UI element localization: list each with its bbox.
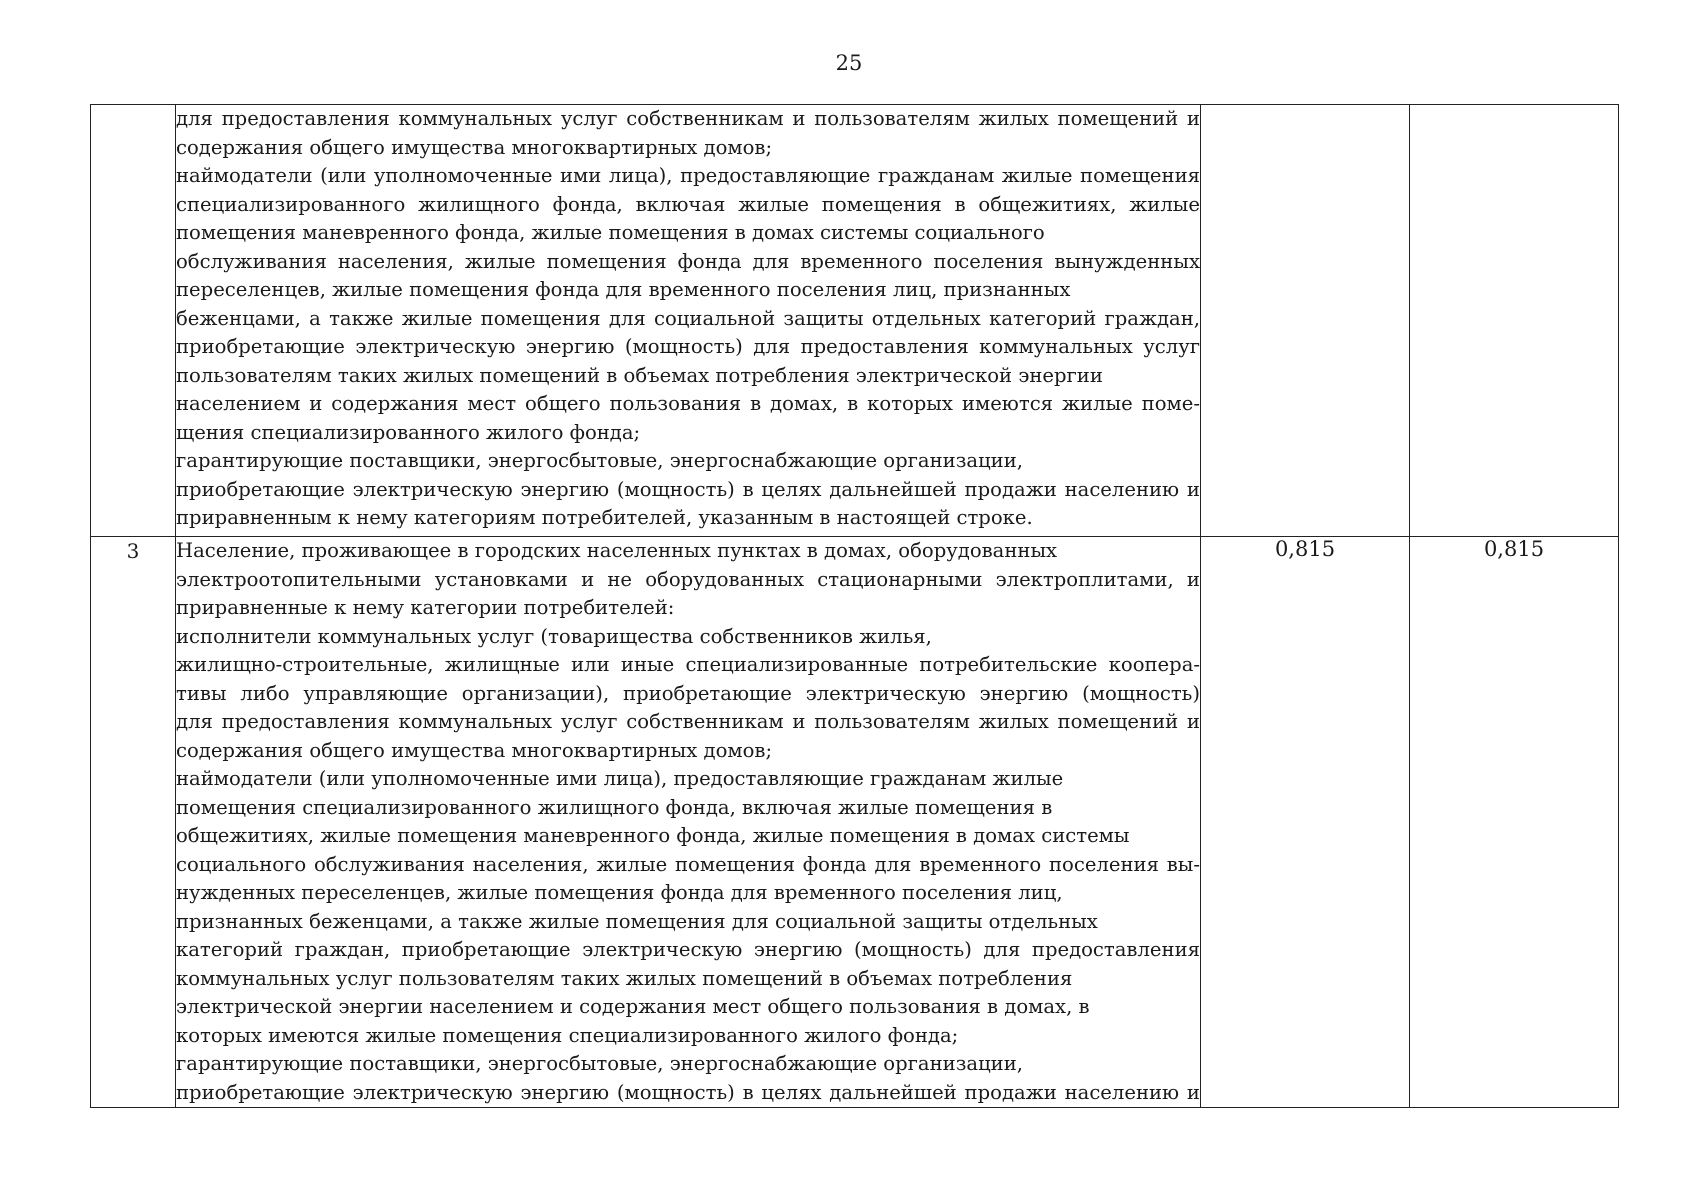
description-line: электрической энергии населением и содержания мест общего пользования в домах, в (176, 995, 1090, 1018)
description-line: нужденных переселенцев, жилые помещения фонда для временного поселения лиц, (176, 881, 1063, 904)
tariff-table (90, 104, 1619, 1108)
description-line: приравненные к нему категории потребителей: (176, 596, 675, 619)
description-line: исполнители коммунальных услуг (товарищества собственников жилья, (176, 624, 932, 648)
description-line: для предоставления коммунальных услуг собственникам и пользователям жилых помещений и (176, 107, 1200, 130)
description-line: коммунальных услуг пользователям таких жилых помещений в объемах потребления (176, 966, 1073, 990)
value-cell-1 (1201, 105, 1410, 537)
description-line: которых имеются жилые помещения специализированного жилого фонда; (176, 1023, 959, 1047)
description-line: категорий граждан, приобретающие электрическую энергию (мощность) для предоставления (176, 938, 1200, 961)
description-line: обслуживания населения, жилые помещения фонда для временного поселения вынужденных (176, 249, 1200, 273)
table-row (91, 105, 1619, 537)
description-line: специализированного жилищного фонда, включая жилые помещения в общежитиях, жилые (176, 192, 1200, 216)
description-line: электроотопительными установками и не оборудованных стационарными электроплитами, и (176, 567, 1200, 591)
description-line: содержания общего имущества многоквартирных домов; (176, 135, 773, 159)
description-line: гарантирующие поставщики, энергосбытовые, энергоснабжающие организации, (176, 449, 1024, 472)
description-line: гарантирующие поставщики, энергосбытовые, энергоснабжающие организации, (176, 1052, 1024, 1075)
page-number: 25 (835, 51, 863, 75)
table-row (91, 537, 1619, 1108)
description-line: помещения специализированного жилищного фонда, включая жилые помещения в (176, 795, 1053, 819)
row-number-cell: 3 (91, 537, 176, 1108)
description-line: жилищно-строительные, жилищные или иные специализированные потребительские коопера- (176, 653, 1200, 676)
description-line: приобретающие электрическую энергию (мощность) в целях дальнейшей продажи населению и (176, 1080, 1200, 1104)
description-line: тивы либо управляющие организации), приобретающие электрическую энергию (мощность) (176, 681, 1200, 705)
description-line: признанных беженцами, а также жилые помещения для социальной защиты отдельных (176, 909, 1098, 933)
row-description-cell (176, 537, 1201, 1108)
value-cell-1: 0,815 (1201, 537, 1410, 1108)
description-line: беженцами, а также жилые помещения для социальной защиты отдельных категорий граждан, (176, 306, 1200, 330)
value-cell-2: 0,815 (1410, 537, 1619, 1108)
value-cell-2 (1410, 105, 1619, 537)
description-line: социального обслуживания населения, жилые помещения фонда для временного поселения вы- (176, 852, 1200, 876)
description-line: переселенцев, жилые помещения фонда для временного поселения лиц, признанных (176, 278, 1071, 301)
description-line: общежитиях, жилые помещения маневренного фонда, жилые помещения в домах системы (176, 824, 1130, 847)
description-line: населением и содержания мест общего пользования в домах, в которых имеются жилые поме- (176, 392, 1200, 415)
description-line: Население, проживающее в городских населенных пунктах в домах, оборудованных (176, 539, 1058, 562)
description-line: наймодатели (или уполномоченные ими лица), предоставляющие гражданам жилые (176, 767, 1064, 790)
description-line: содержания общего имущества многоквартирных домов; (176, 738, 773, 762)
description-line: помещения маневренного фонда, жилые помещения в домах системы социального (176, 221, 1045, 244)
description-line: приравненным к нему категориям потребителей, указанным в настоящей строке. (176, 506, 1033, 529)
description-line: щения специализированного жилого фонда; (176, 420, 641, 444)
description-line: приобретающие электрическую энергию (мощность) в целях дальнейшей продажи населению и (176, 477, 1200, 501)
description-line: пользователям таких жилых помещений в объемах потребления электрической энергии (176, 363, 1103, 387)
description-line: приобретающие электрическую энергию (мощность) для предоставления коммунальных услуг (176, 335, 1200, 358)
row-number-cell (91, 105, 176, 537)
description-line: наймодатели (или уполномоченные ими лица), предоставляющие гражданам жилые помещения (176, 164, 1200, 187)
row-description-cell (176, 105, 1201, 537)
description-line: для предоставления коммунальных услуг собственникам и пользователям жилых помещений и (176, 710, 1200, 733)
